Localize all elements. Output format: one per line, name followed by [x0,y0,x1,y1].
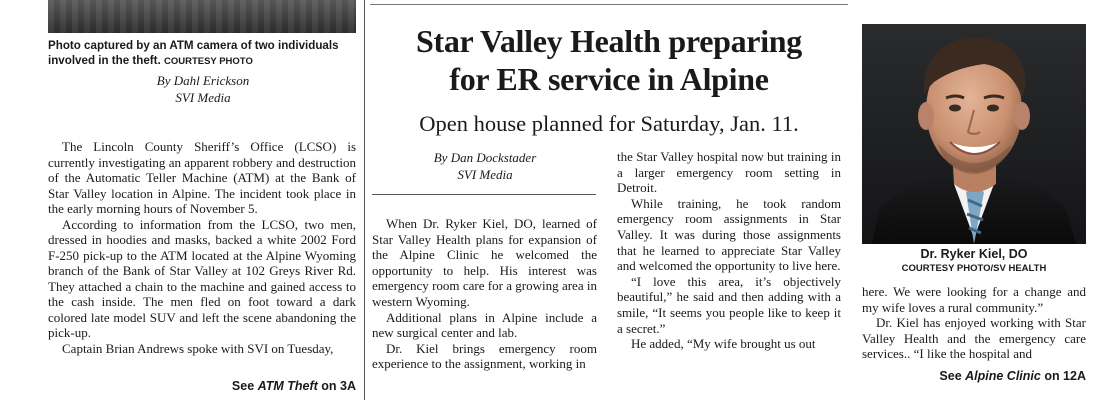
paragraph-continuation: here. We were looking for a change and my wife loves a rural community.” [862,284,1086,315]
paragraph: He added, “My wife brought us out [631,336,816,352]
left-byline [48,72,358,106]
article-byline [372,149,598,183]
article-headline [370,22,848,98]
left-jump-line[interactable]: See ATM Theft on 3A [231,379,356,393]
paragraph: Captain Brian Andrews spoke with SVI on Tuesday, [62,340,334,356]
paragraph-continuation: the Star Valley hospital now but training in a larger emergency room setting in Detroit. [617,149,841,196]
paragraph: Additional plans in Alpine include a new surgical center and lab. [372,309,597,341]
byline-org: SVI Media [175,90,231,105]
column-divider [364,0,365,400]
portrait-caption-name: Dr. Ryker Kiel, DO [920,247,1028,261]
article-subhead: Open house planned for Saturday, Jan. 11. [419,111,799,136]
paragraph: Dr. Kiel has enjoyed working with Star Valley Health and the emergency care services.. “I like the hospital and [862,315,1086,362]
jump-target: Alpine Clinic [965,369,1041,383]
headline-line-2: for ER service in Alpine [449,61,769,97]
portrait-illustration [862,24,1086,244]
byline-rule [372,194,596,195]
paragraph: “I love this area, it’s objectively beautiful,” he said and then adding with a smile, “It seems you people like to keep it a secret.” [617,273,841,336]
right-article-body [862,284,1086,362]
article-column-2 [617,149,841,352]
paragraph: According to information from the LCSO, two men, dressed in hoodies and masks, backed a white 2002 Ford F-250 pick-up to the ATM located at the Alpine Wyoming branch of the Bank of Star Valley at 102 Greys River Rd. They attached a chain to the machine and gained access to the cash inside. The men fled on foot toward a dark colored late model SUV and left the scene abandoning the pick-up. [48,216,356,340]
doctor-portrait-photo [862,24,1086,244]
caption-text: Photo captured by an ATM camera of two individuals involved in the theft. [48,39,339,67]
left-article-body [48,139,356,356]
right-jump-line[interactable]: See Alpine Clinic on 12A [939,369,1086,383]
byline-name: By Dahl Erickson [156,73,250,88]
jump-target: ATM Theft [257,379,318,393]
byline-name: By Dan Dockstader [433,150,537,165]
article-column-1 [372,216,597,372]
portrait-caption-credit: COURTESY PHOTO/SV HEALTH [901,263,1047,274]
paragraph: Dr. Kiel brings emergency room experience to the assignment, working in [372,340,597,372]
paragraph: When Dr. Ryker Kiel, DO, learned of Star Valley Health plans for expansion of the Alpine Clinic he welcomed the opportunity to help. His interest was emergency room care for a growing area in western Wyoming. [372,216,597,309]
headline-line-1: Star Valley Health preparing [415,23,802,59]
top-rule [370,4,848,5]
atm-photo-caption [48,38,358,69]
byline-org: SVI Media [457,167,513,182]
paragraph: The Lincoln County Sheriff’s Office (LCSO) is currently investigating an apparent robbery and destruction of the Automatic Teller Machine (ATM) at the Bank of Star Valley location in Alpine. The incident took place in the early morning hours of November 5. [48,139,356,216]
caption-credit: COURTESY PHOTO [163,56,253,67]
paragraph: While training, he took random emergency room assignments in Star Valley. It was during those assignments that he learned to appreciate Star Valley and welcomed the opportunity to live here. [617,195,841,274]
atm-camera-photo [48,0,356,33]
